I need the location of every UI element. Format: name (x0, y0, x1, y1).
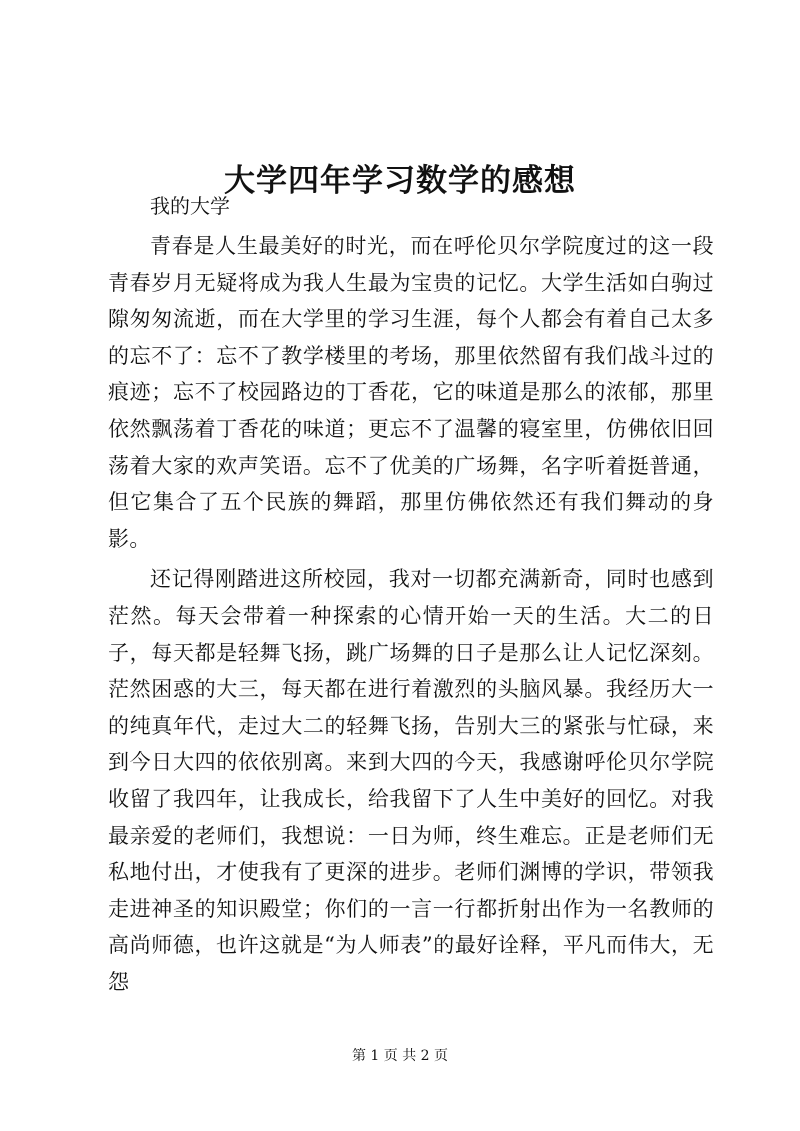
paragraph: 还记得刚踏进这所校园，我对一切都充满新奇，同时也感到茫然。每天会带着一种探索的心情开始一天的生活。大二的日子，每天都是轻舞飞扬，跳广场舞的日子是那么让人记忆深刻。茫然困惑的大三，每天都在进行着激烈的头脑风暴。我经历大一的纯真年代，走过大二的轻舞飞扬，告别大三的紧张与忙碌，来到今日大四的依依别离。来到大四的今天，我感谢呼伦贝尔学院收留了我四年，让我成长，给我留下了人生中美好的回忆。对我最亲爱的老师们，我想说：一日为师，终生难忘。正是老师们无私地付出，才使我有了更深的进步。老师们渊博的学识，带领我走进神圣的知识殿堂；你们的一言一行都折射出作为一名教师的高尚师德，也许这就是“为人师表”的最好诠释，平凡而伟大，无怨 (108, 567, 714, 994)
document-title: 大学四年学习数学的感想 (224, 162, 576, 199)
document-body (108, 228, 714, 1000)
section-heading: 我的大学 (150, 194, 230, 218)
page-footer: 第 1 页 共 2 页 (351, 1048, 449, 1064)
paragraph: 青春是人生最美好的时光，而在呼伦贝尔学院度过的这一段青春岁月无疑将成为我人生最为宝贵的记忆。大学生活如白驹过隙匆匆流逝，而在大学里的学习生涯，每个人都会有着自己太多的忘不了：忘不了教学楼里的考场，那里依然留有我们战斗过的痕迹；忘不了校园路边的丁香花，它的味道是那么的浓郁，那里依然飘荡着丁香花的味道；更忘不了温馨的寝室里，仿佛依旧回荡着大家的欢声笑语。忘不了优美的广场舞，名字听着挺普通，但它集合了五个民族的舞蹈，那里仿佛依然还有我们舞动的身影。 (108, 234, 714, 551)
